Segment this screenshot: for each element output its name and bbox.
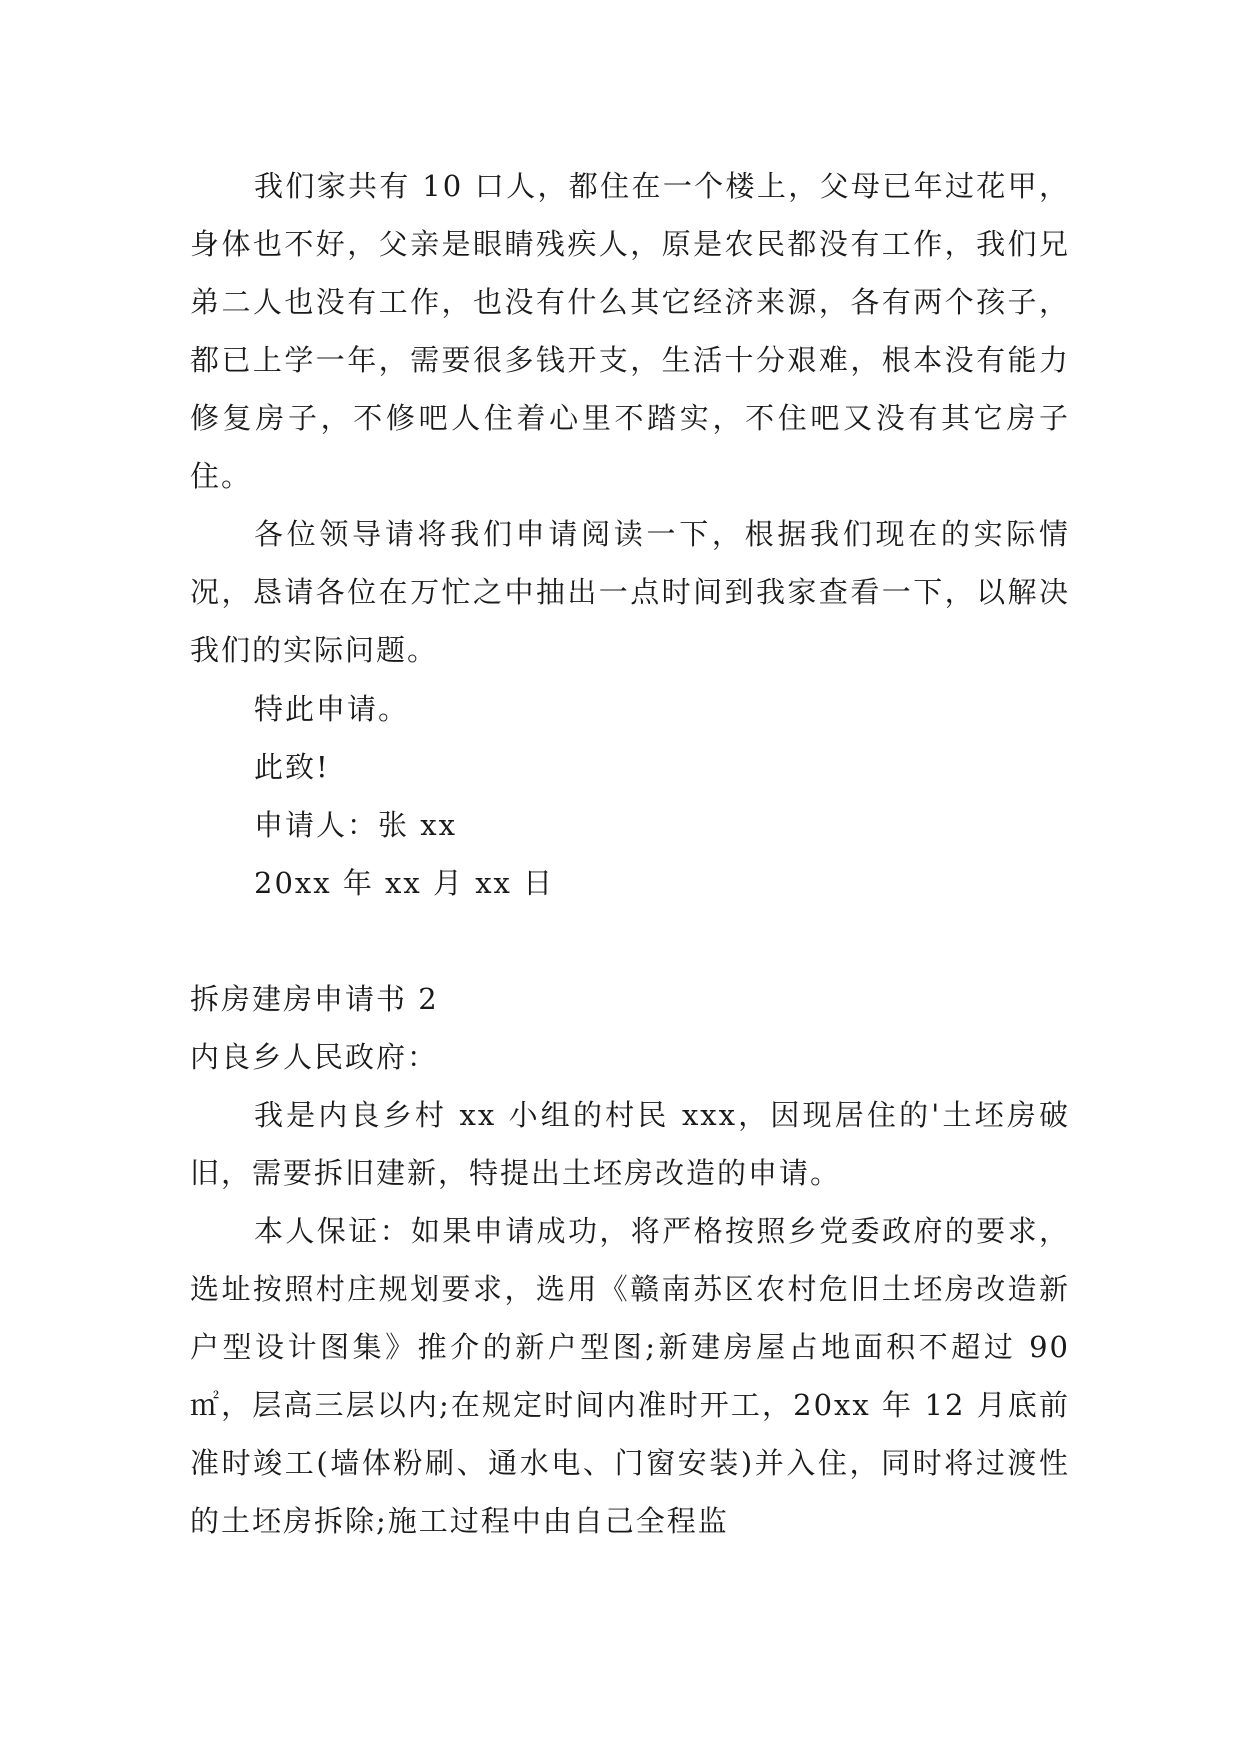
closing-salutation: 此致! — [254, 750, 330, 784]
application-date: 20xx 年 xx 月 xx 日 — [254, 866, 555, 900]
applicant-signature: 申请人：张 xx — [254, 808, 457, 842]
closing-special-request: 特此申请。 — [254, 692, 410, 726]
paragraph-intro: 我是内良乡村 xx 小组的村民 xxx，因现居住的'土坯房破旧，需要拆旧建新，特提出土坯房改造的申请。 — [190, 1098, 1070, 1190]
addressee: 内良乡人民政府： — [190, 1040, 439, 1074]
paragraph-family-situation: 我们家共有 10 口人，都住在一个楼上，父母已年过花甲，身体也不好，父亲是眼睛残疾人，原是农民都没有工作，我们兄弟二人也没有工作，也没有什么其它经济来源，各有两个孩子，都已上学一年，需要很多钱开支，生活十分艰难，根本没有能力修复房子，不修吧人住着心里不踏实，不住吧又没有其它房子住。 — [190, 169, 1070, 493]
paragraph-request: 各位领导请将我们申请阅读一下，根据我们现在的实际情况，恳请各位在万忙之中抽出一点时间到我家查看一下，以解决我们的实际问题。 — [190, 517, 1070, 667]
paragraph-guarantee: 本人保证：如果申请成功，将严格按照乡党委政府的要求，选址按照村庄规划要求，选用《赣南苏区农村危旧土坯房改造新户型设计图集》推介的新户型图;新建房屋占地面积不超过 90㎡，层高三层以内;在规定时间内准时开工，20xx 年 12 月底前准时竣工(墙体粉刷、通水电、门窗安装)并入住，同时将过渡性的土坯房拆除;施工过程中由自己全程监 — [190, 1214, 1070, 1538]
section-title: 拆房建房申请书 2 — [190, 982, 439, 1016]
